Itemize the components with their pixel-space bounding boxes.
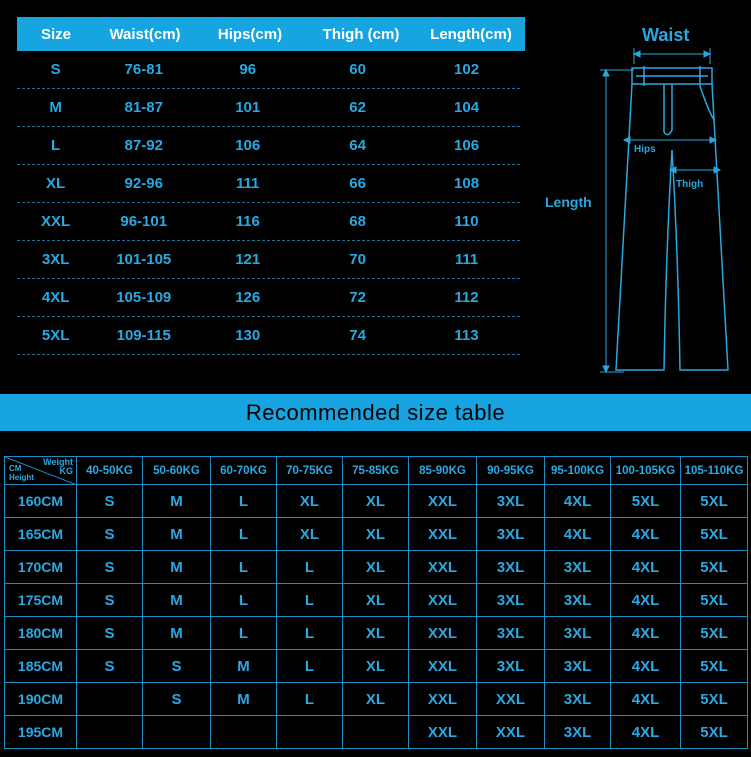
size-recommendation-cell: XL — [343, 683, 409, 716]
size-recommendation-cell: M — [211, 650, 277, 683]
size-row — [17, 203, 520, 241]
size-recommendation-cell: 5XL — [681, 683, 748, 716]
size-cell: 62 — [349, 99, 366, 116]
size-recommendation-cell: M — [143, 551, 211, 584]
weight-header: 90-95KG — [477, 457, 545, 485]
weight-header-row — [5, 457, 748, 485]
size-recommendation-cell: 3XL — [545, 617, 611, 650]
size-recommendation-cell: XXL — [409, 485, 477, 518]
height-cell: 175CM — [5, 584, 77, 617]
size-cell: 96 — [239, 61, 257, 78]
recommended-banner — [0, 394, 751, 431]
height-cell: 160CM — [5, 485, 77, 518]
size-recommendation-cell: XXL — [409, 617, 477, 650]
size-recommendation-cell: XL — [343, 518, 409, 551]
size-recommendation-cell: 5XL — [681, 551, 748, 584]
size-recommendation-cell: L — [211, 518, 277, 551]
size-cell: 108 — [454, 175, 480, 192]
size-recommendation-cell: L — [277, 650, 343, 683]
size-cell: 72 — [349, 289, 366, 306]
height-cell: 185CM — [5, 650, 77, 683]
size-cell: 102 — [454, 61, 480, 78]
size-cell: 109-115 — [116, 327, 171, 344]
size-recommendation-cell: M — [211, 683, 277, 716]
size-cell: 70 — [349, 251, 366, 268]
banner-title: Recommended size table — [245, 399, 506, 425]
size-recommendation-cell: 4XL — [611, 650, 681, 683]
size-recommendation-cell: XXL — [409, 650, 477, 683]
size-cell: 121 — [235, 251, 261, 268]
header-length: Length(cm) — [430, 25, 512, 43]
table-row — [5, 551, 748, 584]
size-recommendation-cell: XL — [343, 617, 409, 650]
weight-header: 50-60KG — [143, 457, 211, 485]
size-recommendation-cell: 5XL — [611, 485, 681, 518]
size-cell: 110 — [454, 213, 479, 230]
corner-kg: KG — [59, 466, 73, 476]
size-cell: 64 — [349, 137, 366, 154]
header-size: Size — [40, 25, 71, 43]
height-cell: 190CM — [5, 683, 77, 716]
size-recommendation-cell: 4XL — [611, 584, 681, 617]
size-row — [17, 127, 520, 165]
size-cell: 111 — [236, 175, 260, 192]
header-hips: Hips(cm) — [217, 25, 283, 43]
size-recommendation-cell: L — [211, 584, 277, 617]
size-cell: 4XL — [41, 289, 70, 306]
size-recommendation-cell: 5XL — [681, 716, 748, 749]
recommended-body — [5, 485, 748, 749]
size-recommendation-cell: S — [77, 584, 143, 617]
size-recommendation-cell: 3XL — [545, 551, 611, 584]
size-row — [17, 51, 520, 89]
size-recommendation-cell: 3XL — [477, 584, 545, 617]
size-recommendation-cell: XL — [343, 551, 409, 584]
size-recommendation-cell: L — [277, 584, 343, 617]
size-recommendation-cell — [77, 683, 143, 716]
size-cell: XL — [46, 175, 66, 192]
size-recommendation-cell: L — [277, 683, 343, 716]
recommended-size-table — [4, 456, 748, 749]
size-chart-body — [17, 51, 520, 355]
size-recommendation-cell — [211, 716, 277, 749]
size-cell: 105-109 — [116, 289, 172, 306]
header-thigh: Thigh (cm) — [322, 25, 400, 43]
size-recommendation-cell: 4XL — [545, 518, 611, 551]
table-row — [5, 518, 748, 551]
size-recommendation-cell: 3XL — [545, 683, 611, 716]
size-row — [17, 241, 520, 279]
size-recommendation-cell: 4XL — [611, 617, 681, 650]
size-recommendation-cell: 3XL — [477, 551, 545, 584]
pants-diagram — [540, 20, 745, 380]
size-recommendation-cell: XL — [343, 584, 409, 617]
size-recommendation-cell: S — [77, 650, 143, 683]
waist-label: Waist — [642, 25, 690, 45]
size-recommendation-cell: 3XL — [545, 584, 611, 617]
size-cell: 87-92 — [124, 137, 163, 154]
size-cell: 126 — [235, 289, 261, 306]
size-recommendation-cell: 3XL — [545, 716, 611, 749]
size-recommendation-cell: M — [143, 518, 211, 551]
size-cell: 112 — [454, 289, 479, 306]
height-cell: 180CM — [5, 617, 77, 650]
size-row — [17, 89, 520, 127]
size-recommendation-cell: S — [77, 551, 143, 584]
size-recommendation-cell: S — [143, 683, 211, 716]
size-row — [17, 317, 520, 355]
size-cell: 106 — [454, 137, 480, 154]
size-recommendation-cell: 3XL — [477, 617, 545, 650]
size-recommendation-cell: L — [211, 485, 277, 518]
size-cell: 68 — [349, 213, 366, 230]
size-cell: 74 — [349, 327, 366, 344]
size-chart-header — [17, 17, 525, 51]
size-recommendation-cell — [277, 716, 343, 749]
size-recommendation-cell: S — [77, 518, 143, 551]
size-chart — [17, 17, 525, 355]
size-cell: 101-105 — [116, 251, 172, 268]
size-recommendation-cell: 4XL — [611, 518, 681, 551]
corner-height: Height — [9, 473, 34, 482]
weight-header: 95-100KG — [545, 457, 611, 485]
size-recommendation-cell: XL — [343, 650, 409, 683]
weight-header: 100-105KG — [611, 457, 681, 485]
size-recommendation-cell: XXL — [477, 716, 545, 749]
size-cell: 66 — [349, 175, 366, 192]
size-recommendation-cell: 5XL — [681, 584, 748, 617]
corner-cell — [5, 457, 77, 485]
size-recommendation-cell: M — [143, 584, 211, 617]
size-recommendation-cell: 5XL — [681, 518, 748, 551]
size-recommendation-cell: XXL — [477, 683, 545, 716]
table-row — [5, 716, 748, 749]
size-cell: 106 — [235, 137, 261, 154]
size-cell: 130 — [235, 327, 261, 344]
size-recommendation-cell: 3XL — [477, 485, 545, 518]
size-recommendation-cell: XXL — [409, 683, 477, 716]
size-cell: 76-81 — [124, 61, 163, 78]
size-recommendation-cell: 5XL — [681, 617, 748, 650]
corner-cm: CM — [9, 464, 22, 473]
size-recommendation-cell: XL — [343, 485, 409, 518]
size-recommendation-cell: L — [277, 551, 343, 584]
size-cell: 60 — [349, 61, 366, 78]
size-recommendation-cell: M — [143, 485, 211, 518]
size-cell: S — [50, 61, 61, 78]
size-recommendation-cell: XL — [277, 485, 343, 518]
size-cell: 116 — [235, 213, 260, 230]
size-cell: 101 — [235, 99, 261, 116]
thigh-label: Thigh — [676, 179, 704, 190]
size-recommendation-cell: XL — [277, 518, 343, 551]
size-cell: XXL — [41, 213, 71, 230]
size-recommendation-cell: 5XL — [681, 485, 748, 518]
corner-weight: Weight — [43, 457, 73, 467]
size-cell: 3XL — [41, 251, 70, 268]
size-recommendation-cell: 3XL — [545, 650, 611, 683]
size-recommendation-cell: S — [143, 650, 211, 683]
size-recommendation-cell: 4XL — [611, 683, 681, 716]
size-recommendation-cell: XXL — [409, 518, 477, 551]
height-cell: 195CM — [5, 716, 77, 749]
size-recommendation-cell — [143, 716, 211, 749]
size-cell: 113 — [454, 327, 479, 344]
size-recommendation-cell: L — [211, 617, 277, 650]
size-recommendation-cell: L — [211, 551, 277, 584]
size-recommendation-cell: 3XL — [477, 518, 545, 551]
size-recommendation-cell: 3XL — [477, 650, 545, 683]
size-recommendation-cell: 4XL — [545, 485, 611, 518]
size-cell: 5XL — [41, 327, 70, 344]
height-cell: 170CM — [5, 551, 77, 584]
size-cell: 92-96 — [124, 175, 163, 192]
length-label: Length — [545, 194, 592, 210]
size-recommendation-cell — [77, 716, 143, 749]
size-cell: M — [49, 99, 62, 116]
size-recommendation-cell: S — [77, 485, 143, 518]
size-cell: 111 — [454, 251, 479, 268]
weight-header: 105-110KG — [681, 457, 748, 485]
size-cell: 104 — [454, 99, 480, 116]
size-recommendation-cell: 4XL — [611, 716, 681, 749]
table-row — [5, 683, 748, 716]
weight-header: 75-85KG — [343, 457, 409, 485]
size-row — [17, 165, 520, 203]
weight-header: 40-50KG — [77, 457, 143, 485]
weight-header: 85-90KG — [409, 457, 477, 485]
table-row — [5, 584, 748, 617]
size-cell: 96-101 — [120, 213, 168, 230]
header-waist: Waist(cm) — [109, 25, 181, 43]
size-recommendation-cell: 5XL — [681, 650, 748, 683]
size-recommendation-cell: S — [77, 617, 143, 650]
size-recommendation-cell: XXL — [409, 584, 477, 617]
weight-header: 60-70KG — [211, 457, 277, 485]
size-cell: 81-87 — [124, 99, 163, 116]
size-recommendation-cell: 4XL — [611, 551, 681, 584]
table-row — [5, 650, 748, 683]
table-row — [5, 485, 748, 518]
size-recommendation-cell: M — [143, 617, 211, 650]
table-row — [5, 617, 748, 650]
hips-label: Hips — [634, 144, 656, 155]
size-recommendation-cell: XXL — [409, 716, 477, 749]
size-recommendation-cell: XXL — [409, 551, 477, 584]
size-recommendation-cell — [343, 716, 409, 749]
size-recommendation-cell: L — [277, 617, 343, 650]
size-row — [17, 279, 520, 317]
height-cell: 165CM — [5, 518, 77, 551]
size-cell: L — [51, 137, 61, 154]
weight-header: 70-75KG — [277, 457, 343, 485]
